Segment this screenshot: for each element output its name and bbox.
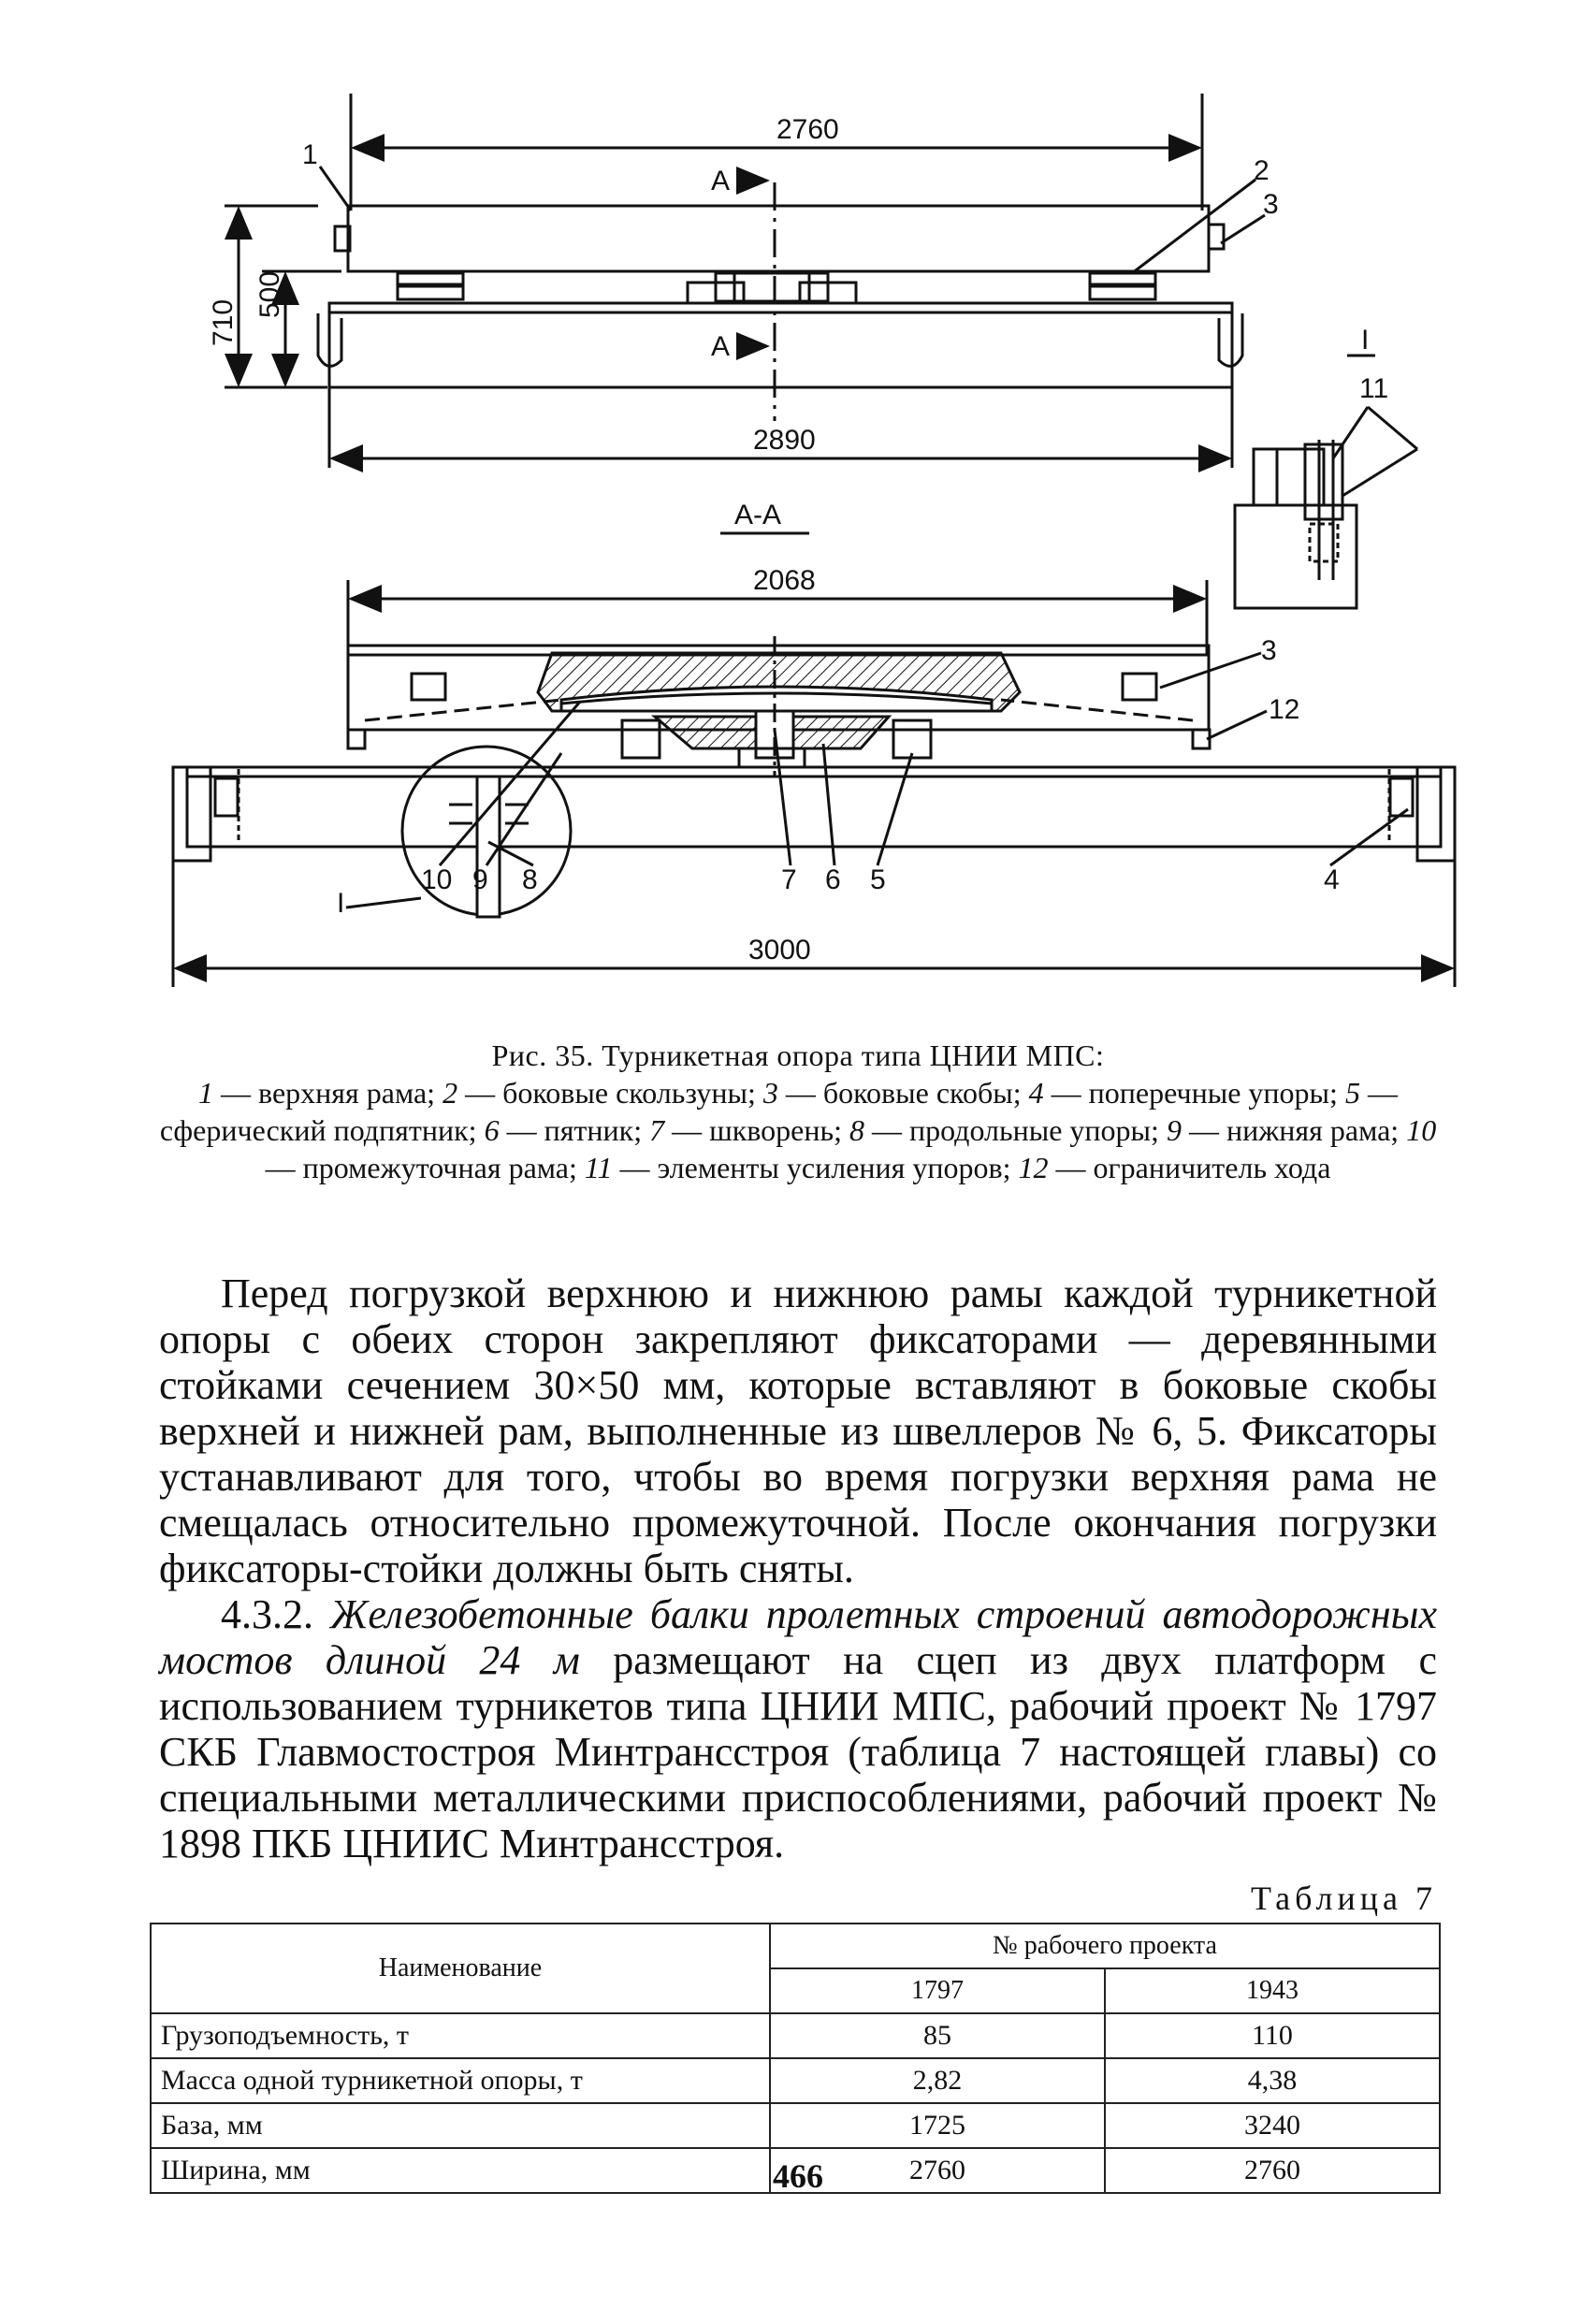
row-value-1797: 1725 — [770, 2103, 1105, 2148]
header-col-1797: 1797 — [770, 1968, 1105, 2013]
caption-num: 10 — [1406, 1113, 1437, 1147]
paragraph-1: Перед погрузкой верхнюю и нижнюю рамы каждой турникетной опоры с обеих сторон закрепляют фиксаторами — деревянными стойками сечением 30×50 мм, которые вставляют в боковые скобы верхней и нижней рам, выполненные из швеллеров № 6, 5. Фиксаторы устанавливают для того, чтобы во время погрузки верхняя рама не смещалась относительно промежуточной. После окончания погрузки фиксаторы-стойки должны быть сняты. — [159, 1270, 1437, 1591]
caption-num: 5 — [1344, 1076, 1360, 1110]
row-value-1943: 4,38 — [1105, 2058, 1440, 2103]
figure-turnstile-support — [150, 75, 1478, 1010]
page-number: 466 — [773, 2157, 823, 2195]
body-text — [159, 1270, 1437, 1866]
row-name: Ширина, мм — [151, 2148, 770, 2193]
spec-table — [150, 1923, 1441, 2194]
caption-num: 6 — [484, 1113, 500, 1147]
callout-3b: 3 — [1261, 635, 1277, 666]
table-row — [151, 2058, 1440, 2103]
section-mark-a-bottom: A — [711, 331, 731, 362]
technical-drawing — [150, 75, 1478, 1010]
callout-10: 10 — [421, 864, 453, 895]
caption-num: 2 — [443, 1076, 458, 1110]
caption-num: 7 — [649, 1113, 665, 1147]
caption-num: 8 — [849, 1113, 864, 1147]
caption-num: 9 — [1166, 1113, 1182, 1147]
callout-8: 8 — [522, 864, 538, 895]
caption-text: — промежуточная рама; — [265, 1151, 585, 1184]
dim-section-width: 2068 — [753, 565, 816, 596]
row-value-1943: 2760 — [1105, 2148, 1440, 2193]
row-value-1943: 110 — [1105, 2013, 1440, 2058]
section-title: А-А — [734, 500, 782, 530]
table-label: Таблица 7 — [1251, 1880, 1437, 1917]
row-name: База, мм — [151, 2103, 770, 2148]
callout-2: 2 — [1254, 155, 1270, 186]
row-value-1797: 2760 — [770, 2148, 1105, 2193]
detail-title: I — [1361, 325, 1370, 356]
callout-11: 11 — [1359, 373, 1389, 404]
caption-num: 4 — [1028, 1076, 1044, 1110]
callout-9: 9 — [472, 864, 488, 895]
paragraph-2-rest: размещают на сцеп из двух платформ с использованием турникетов типа ЦНИИ МПС, рабочий проект № 1797 СКБ Главмостостроя Минтрансстроя (таблица 7 настоящей главы) со специальными металлическими приспособлениями, рабочий проект № 1898 ПКБ ЦНИИС Минтрансстроя. — [159, 1637, 1437, 1866]
caption-text: — нижняя рама; — [1181, 1113, 1407, 1147]
row-value-1943: 3240 — [1105, 2103, 1440, 2148]
caption-num: 12 — [1018, 1151, 1049, 1184]
dim-bottom-width: 2890 — [753, 425, 816, 456]
caption-text: — боковые скользуны; — [457, 1076, 763, 1110]
section-number: 4.3.2. — [221, 1591, 331, 1637]
row-name: Масса одной турникетной опоры, т — [151, 2058, 770, 2103]
row-value-1797: 85 — [770, 2013, 1105, 2058]
detail-circle-label: I — [337, 888, 345, 919]
dim-height-inner: 500 — [254, 270, 285, 318]
caption-num: 11 — [584, 1151, 613, 1184]
callout-4: 4 — [1324, 864, 1340, 895]
dim-total-width: 3000 — [748, 935, 811, 965]
callout-1: 1 — [302, 139, 318, 170]
callout-12: 12 — [1269, 694, 1300, 725]
paragraph-2-italic: Железобетонные балки пролетных строений автодорожных мостов длиной 24 м — [159, 1591, 1438, 1683]
section-mark-a-top: A — [711, 166, 731, 196]
caption-text: — верхняя рама; — [213, 1076, 443, 1110]
header-project-group: № рабочего проекта — [770, 1924, 1440, 1968]
table-row — [151, 2013, 1440, 2058]
caption-num: 1 — [198, 1076, 214, 1110]
paragraph-2 — [159, 1591, 1437, 1866]
caption-text: — поперечные упоры; — [1043, 1076, 1345, 1110]
caption-text: — пятник; — [499, 1113, 650, 1147]
caption-lead: Рис. 35. Турникетная опора типа ЦНИИ МПС: — [491, 1038, 1105, 1072]
table-row — [151, 2103, 1440, 2148]
caption-text: — шкворень; — [664, 1113, 849, 1147]
dim-top-width: 2760 — [776, 114, 839, 145]
callout-7: 7 — [781, 864, 797, 895]
row-name: Грузоподъемность, т — [151, 2013, 770, 2058]
caption-text: — ограничитель хода — [1048, 1151, 1331, 1184]
caption-text: — продольные упоры; — [863, 1113, 1167, 1147]
caption-text: — сферический подпятник; — [159, 1076, 1398, 1147]
dim-height-outer: 710 — [208, 298, 239, 346]
header-name: Наименование — [151, 1924, 770, 2013]
caption-text: — элементы усиления упоров; — [612, 1151, 1019, 1184]
row-value-1797: 2,82 — [770, 2058, 1105, 2103]
header-col-1943: 1943 — [1105, 1968, 1440, 2013]
table-header-row — [151, 1924, 1440, 1968]
callout-5: 5 — [870, 864, 886, 895]
callout-6: 6 — [825, 864, 841, 895]
callout-3: 3 — [1263, 189, 1279, 220]
caption-text: — боковые скобы; — [777, 1076, 1029, 1110]
figure-caption — [159, 1037, 1437, 1186]
caption-num: 3 — [762, 1076, 778, 1110]
